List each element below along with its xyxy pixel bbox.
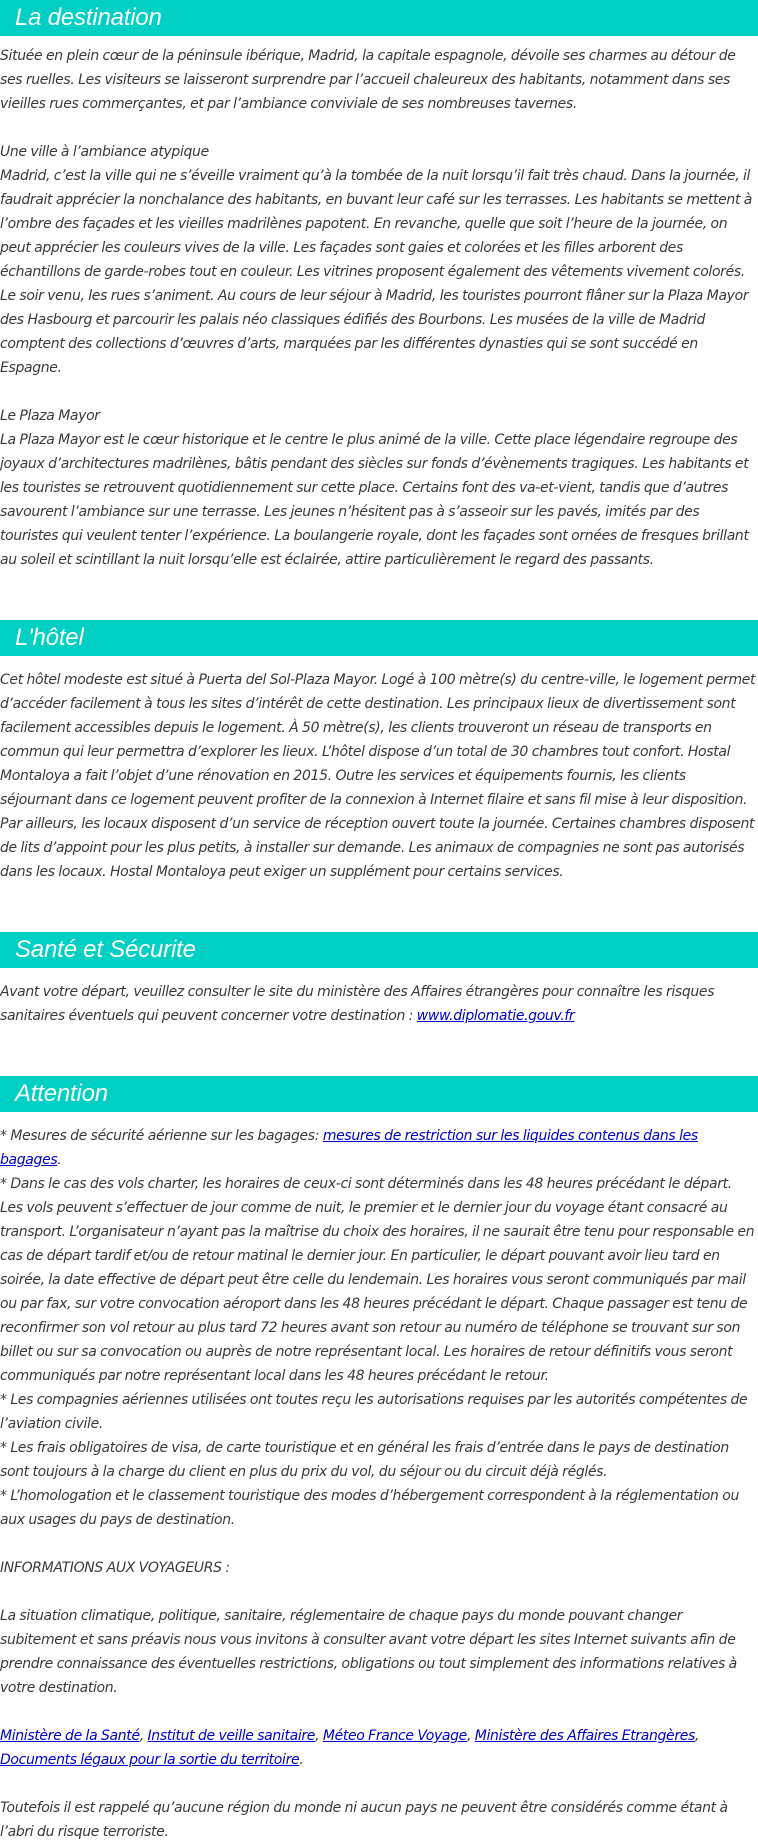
liquides-restriction-link[interactable]: mesures de restriction sur les liquides contenus dans les bagages bbox=[0, 1128, 698, 1168]
link-separator: , bbox=[139, 1728, 148, 1744]
destination-paragraph-2: La Plaza Mayor est le cœur historique et le centre le plus animé de la ville. Cette place légendaire regroupe des joyaux d’architectures madrilènes, bâtis pendant des siècles sur fonds d’évènements tragiques. Les habitants et les touristes se retrouvent quotidiennement sur cette place. Certains font des va-et-vient, tandis que d’autres savourent l’ambiance sur une terrasse. Les jeunes n’hésitent pas à s’asseoir sur les pavés, imités par des touristes qui veulent tenter l’expérience. La boulangerie royale, dont les façades sont ornées de fresques brillant au soleil et scintillant la nuit lorsqu’elle est éclairée, attire particulièrement le regard des passants. bbox=[0, 432, 749, 568]
attention-bullet-1 bbox=[0, 1124, 758, 1172]
link-institut-veille-sanitaire[interactable]: Institut de veille sanitaire bbox=[147, 1728, 316, 1744]
destination-intro: Située en plein cœur de la péninsule ibérique, Madrid, la capitale espagnole, dévoile ses charmes au détour de ses ruelles. Les visiteurs se laisseront surprendre par l’accueil chaleureux des habitants, notamment dans ses vieilles rues commerçantes, et par l’ambiance conviviale de ses nombreuses tavernes. bbox=[0, 48, 736, 112]
attention-bullet-4: * Les frais obligatoires de visa, de carte touristique et en général les frais d’entrée dans le pays de destination sont toujours à la charge du client en plus du prix du vol, du séjour ou du circuit déjà réglés. bbox=[0, 1440, 729, 1480]
info-voyageurs-text: La situation climatique, politique, sanitaire, réglementaire de chaque pays du monde pouvant changer subitement et sans préavis nous vous invitons à consulter avant votre départ les sites Internet suivants afin de prendre connaissance des éventuelles restrictions, obligations ou tout simplement des informations relatives à votre destination. bbox=[0, 1608, 737, 1696]
link-separator: , bbox=[694, 1728, 700, 1744]
destination-subtitle-2: Le Plaza Mayor bbox=[0, 408, 100, 424]
sante-text-body: Avant votre départ, veuillez consulter le site du ministère des Affaires étrangères pour connaître les risques sanitaires éventuels qui peuvent concerner votre destination : bbox=[0, 984, 715, 1024]
destination-paragraph-1: Madrid, c’est la ville qui ne s’éveille vraiment qu’à la tombée de la nuit lorsqu’il fait très chaud. Dans la journée, il faudrait apprécier la nonchalance des habitants, en buvant leur café sur les terrasses. Les habitants se mettent à l’ombre des façades et les vieilles madrilènes papotent. En revanche, quelle que soit l’heure de la journée, on peut apprécier les couleurs vives de la ville. Les façades sont gaies et colorées et les filles arborent des échantillons de garde-robes tout en couleur. Les vitrines proposent également des vêtements vivement colorés. Le soir venu, les rues s’animent. Au cours de leur séjour à Madrid, les touristes pourront flâner sur la Plaza Mayor des Hasbourg et parcourir les palais néo classiques édifiés des Bourbons. Les musées de la ville de Madrid comptent des collections d’œuvres d’arts, marquées par les différentes dynasties qui se sont succédé en Espagne. bbox=[0, 168, 753, 376]
attention-bullet-5: * L’homologation et le classement touristique des modes d’hébergement correspondent à la réglementation ou aux usages du pays de destination. bbox=[0, 1488, 739, 1528]
link-separator: , bbox=[315, 1728, 323, 1744]
destination-subtitle-1: Une ville à l’ambiance atypique bbox=[0, 144, 209, 160]
useful-links bbox=[0, 1724, 758, 1772]
link-documents-legaux[interactable]: Documents légaux pour la sortie du territoire bbox=[0, 1752, 300, 1768]
terrorism-notice: Toutefois il est rappelé qu’aucune région du monde ni aucun pays ne peuvent être considérés comme étant à l’abri du risque terroriste. bbox=[0, 1800, 728, 1840]
section-header-attention: Attention bbox=[0, 1076, 758, 1112]
section-header-destination: La destination bbox=[0, 0, 758, 36]
bullet-1-text: * Mesures de sécurité aérienne sur les bagages: bbox=[0, 1128, 323, 1144]
links-end: . bbox=[299, 1752, 304, 1768]
link-meteo-france-voyage[interactable]: Méteo France Voyage bbox=[322, 1728, 467, 1744]
hotel-description: Cet hôtel modeste est situé à Puerta del Sol-Plaza Mayor. Logé à 100 mètre(s) du centre-ville, le logement permet d’accéder facilement à tous les sites d’intérêt de cette destination. Les principaux lieux de divertissement sont facilement accessibles depuis le logement. À 50 mètre(s), les clients trouveront un réseau de transports en commun qui leur permettra d’explorer les lieux. L’hôtel dispose d’un total de 30 chambres tout confort. Hostal Montaloya a fait l’objet d’une rénovation en 2015. Outre les services et équipements fournis, les clients séjournant dans ce logement peuvent profiter de la connexion à Internet filaire et sans fil mise à leur disposition. Par ailleurs, les locaux disposent d’un service de réception ouvert toute la journée. Certaines chambres disposent de lits d’appoint pour les plus petits, à installer sur demande. Les animaux de compagnies ne sont pas autorisés dans les locaux. Hostal Montaloya peut exiger un supplément pour certains services. bbox=[0, 672, 756, 880]
section-header-sante: Santé et Sécurite bbox=[0, 932, 758, 968]
section-header-hotel: L'hôtel bbox=[0, 620, 758, 656]
attention-bullet-2: * Dans le cas des vols charter, les horaires de ceux-ci sont déterminés dans les 48 heures précédant le départ. Les vols peuvent s’effectuer de jour comme de nuit, le premier et le dernier jour du voyage étant consacré au transport. L’organisateur n’ayant pas la maîtrise du choix des horaires, il ne saurait être tenu pour responsable en cas de départ tardif et/ou de retour matinal le dernier jour. En particulier, le départ pouvant avoir lieu tard en soirée, la date effective de départ peut être celle du lendemain. Les horaires vous seront communiqués par mail ou par fax, sur votre convocation aéroport dans les 48 heures précédant le départ. Chaque passager est tenu de reconfirmer son vol retour au plus tard 72 heures avant son retour au numéro de téléphone se trouvant sur son billet ou sur sa convocation ou auprès de notre représentant local. Les horaires de retour définitifs vous seront communiqués par notre représentant local dans les 48 heures précédant le retour. bbox=[0, 1176, 755, 1384]
sante-text bbox=[0, 980, 758, 1028]
info-voyageurs-title: INFORMATIONS AUX VOYAGEURS : bbox=[0, 1560, 230, 1576]
attention-bullet-3: * Les compagnies aériennes utilisées ont toutes reçu les autorisations requises par les autorités compétentes de l’aviation civile. bbox=[0, 1392, 748, 1432]
diplomatie-link[interactable]: www.diplomatie.gouv.fr bbox=[416, 1008, 575, 1024]
link-separator: , bbox=[466, 1728, 475, 1744]
bullet-1-end: . bbox=[57, 1152, 62, 1168]
link-ministere-affaires-etrangeres[interactable]: Ministère des Affaires Etrangères bbox=[474, 1728, 695, 1744]
link-ministere-sante[interactable]: Ministère de la Santé bbox=[0, 1728, 140, 1744]
